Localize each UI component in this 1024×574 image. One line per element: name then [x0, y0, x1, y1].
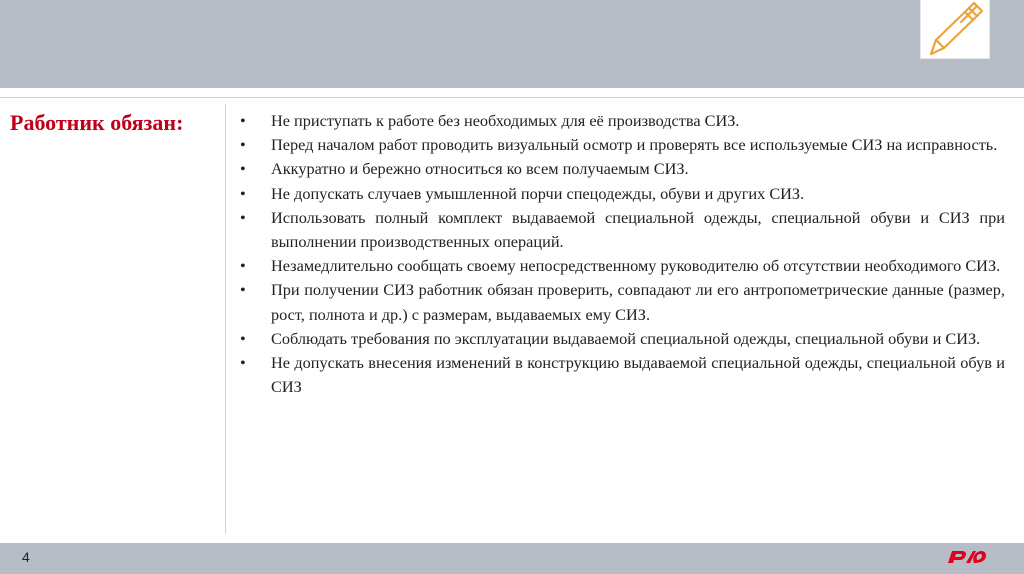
header-divider [0, 97, 1024, 98]
column-divider [225, 104, 226, 534]
duties-list [240, 109, 1005, 399]
list-item: • Перед началом работ проводить визуальный осмотр и проверять все используемые СИЗ на исправность. [240, 135, 998, 155]
list-item: • Аккуратно и бережно относиться ко всем получаемым СИЗ. [240, 159, 689, 179]
section-heading: Работник обязан: [10, 110, 184, 135]
rzd-logo-icon [946, 547, 988, 567]
footer-band [0, 543, 1024, 574]
header-logo-box [920, 0, 990, 59]
page-number: 4 [22, 549, 30, 565]
list-item: • Не допускать случаев умышленной порчи спецодежды, обуви и других СИЗ. [240, 183, 805, 203]
list-item: • Незамедлительно сообщать своему непосредственному руководителю об отсутствии необходимого СИЗ. [240, 256, 1001, 276]
list-item: • Не приступать к работе без необходимых для её производства СИЗ. [240, 111, 740, 130]
list-item: • Не допускать внесения изменений в конструкцию выдаваемой специальной одежды, специальной обув и СИЗ [240, 353, 1005, 397]
list-item: • Использовать полный комплект выдаваемой специальной одежды, специальной обуви и СИЗ при выполнении производственных операций. [240, 207, 1005, 252]
pencil-icon [925, 0, 985, 58]
header-band [0, 0, 1024, 88]
list-item: • При получении СИЗ работник обязан проверить, совпадают ли его антропометрические данные (размер, рост, полнота и др.) с размерам, выдаваемых ему СИЗ. [240, 280, 1005, 324]
list-item: • Соблюдать требования по эксплуатации выдаваемой специальной одежды, специальной обуви и СИЗ. [240, 328, 981, 348]
